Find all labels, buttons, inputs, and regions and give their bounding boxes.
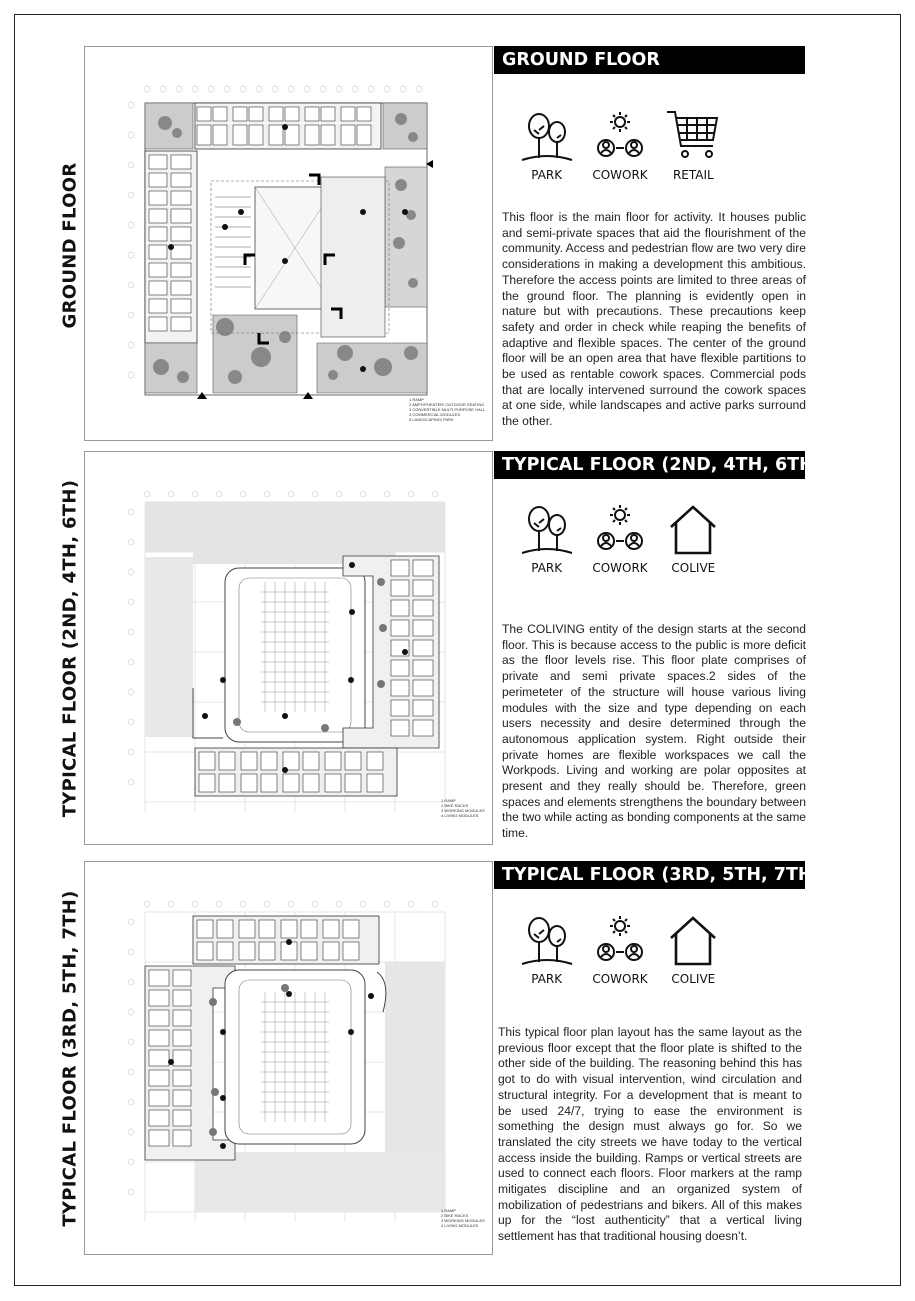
plan-legend-item: 4 LIVING MODULES xyxy=(441,813,479,818)
amenity-label: COWORK xyxy=(592,972,648,986)
plan-legend-item: 4 COMMERCIAL MODULES xyxy=(409,412,461,417)
amenity-label: COWORK xyxy=(592,168,648,182)
plan-legend-item: 4 LIVING MODULES xyxy=(441,1223,479,1228)
section-title-ground-floor: GROUND FLOOR xyxy=(494,46,805,74)
house-icon xyxy=(665,501,721,557)
park-icon xyxy=(519,912,575,968)
amenity-park xyxy=(510,912,583,986)
amenity-icons-typical-even xyxy=(510,501,730,575)
section-title-typical-even: TYPICAL FLOOR (2ND, 4TH, 6TH) xyxy=(494,451,805,479)
cowork-icon xyxy=(592,108,648,164)
amenity-label: COLIVE xyxy=(671,972,716,986)
ground-floor-plan xyxy=(84,46,493,441)
house-icon xyxy=(665,912,721,968)
amenity-label: COLIVE xyxy=(671,561,716,575)
section-description-typical-even: The COLIVING entity of the design starts at the second floor. This is because access to the public is more deficit as the floor levels rise. This floor plate comprises of private and semi private spaces.2 sides of the perimeteter of the structure will house various living modules with the size and type depending on each users necessity and desire determined through the autonomous application system. Right outside their private homes are flexible workspaces we call the Workpods. Living and working are polar opposites at present and they really should be. Therefore, green spaces and elements strengthens the boundary between the two while acting as bonding components at the same time. xyxy=(502,622,806,841)
plan-legend-item: 5 LANDSCAPING/ PARK xyxy=(409,417,454,422)
cart-icon xyxy=(665,108,721,164)
plan-legend-item: 1 RAMP xyxy=(441,1208,456,1213)
amenity-label: PARK xyxy=(531,561,563,575)
amenity-cowork xyxy=(583,912,656,986)
amenity-colive xyxy=(657,912,730,986)
plan-legend-item: 2 AMPHITHEATER/ OUTDOOR SEATING xyxy=(409,402,485,407)
plan-legend-item: 3 WORKING MODULES xyxy=(441,808,485,813)
amenity-label: PARK xyxy=(531,168,563,182)
amenity-label: COWORK xyxy=(592,561,648,575)
section-description-ground: This floor is the main floor for activity. It houses public and semi-private spaces that aid the flourishment of the community. Access and pedestrian flow are two very dire considerations in making a development this ambitious. Therefore the access points are limited to three areas of the ground floor. The planning is evidently open in nature but with precautions. These precautions keep safety and order in check while reaping the benefits of adaptive and flexible spaces. The center of the ground floor will be an open area that have flexible partitions to be used as rentable cowork spaces. Commercial pods that are locally intervened surround the cowork spaces at one side, while landscapes and active parks surround the other. xyxy=(502,210,806,429)
plan-legend-item: 2 BIKE RACKS xyxy=(441,1213,469,1218)
side-label-ground-floor: GROUND FLOOR xyxy=(59,161,81,329)
amenity-icons-typical-odd xyxy=(510,912,730,986)
plan-legend-item: 1 RAMP xyxy=(409,397,424,402)
plan-legend-item: 2 BIKE RACKS xyxy=(441,803,469,808)
amenity-park xyxy=(510,108,583,182)
typical-floor-even-plan xyxy=(84,451,493,845)
amenity-cowork xyxy=(583,108,656,182)
amenity-icons-ground xyxy=(510,108,730,182)
cowork-icon xyxy=(592,912,648,968)
amenity-label: PARK xyxy=(531,972,563,986)
side-label-typical-even: TYPICAL FLOOR (2ND, 4TH, 6TH) xyxy=(59,479,81,817)
plan-legend-item: 1 RAMP xyxy=(441,798,456,803)
plan-legend-item: 3 WORKING MODULES xyxy=(441,1218,485,1223)
typical-floor-odd-plan xyxy=(84,861,493,1255)
section-title-typical-odd: TYPICAL FLOOR (3RD, 5TH, 7TH) xyxy=(494,861,805,889)
section-description-typical-odd: This typical floor plan layout has the same layout as the previous floor except that the floor plate is shifted to the other side of the building. The reasoning behind this has got to do with visual intervention, wind circulation and structural integrity. For a development that is meant to be used 24/7, trying to ease the environment is something the design must always go for. So we translated the city streets we have today to the vertical access inside the building. Ramps or vertical streets are used to connect each floors. Floor markers at the ramp mitigates discipline and an organized system of mobilization of pedestrians and bikers. All of this makes up for the “lost authenticity” that a vertical living settlement has that traditional housing doesn’t. xyxy=(498,1025,802,1244)
amenity-cowork xyxy=(583,501,656,575)
amenity-retail xyxy=(657,108,730,182)
side-label-typical-odd: TYPICAL FLOOR (3RD, 5TH, 7TH) xyxy=(59,889,81,1227)
cowork-icon xyxy=(592,501,648,557)
park-icon xyxy=(519,108,575,164)
park-icon xyxy=(519,501,575,557)
amenity-label: RETAIL xyxy=(672,168,714,182)
amenity-park xyxy=(510,501,583,575)
amenity-colive xyxy=(657,501,730,575)
plan-legend-item: 3 CONVERTIBLE MULTI PURPOSE HALL xyxy=(409,407,486,412)
